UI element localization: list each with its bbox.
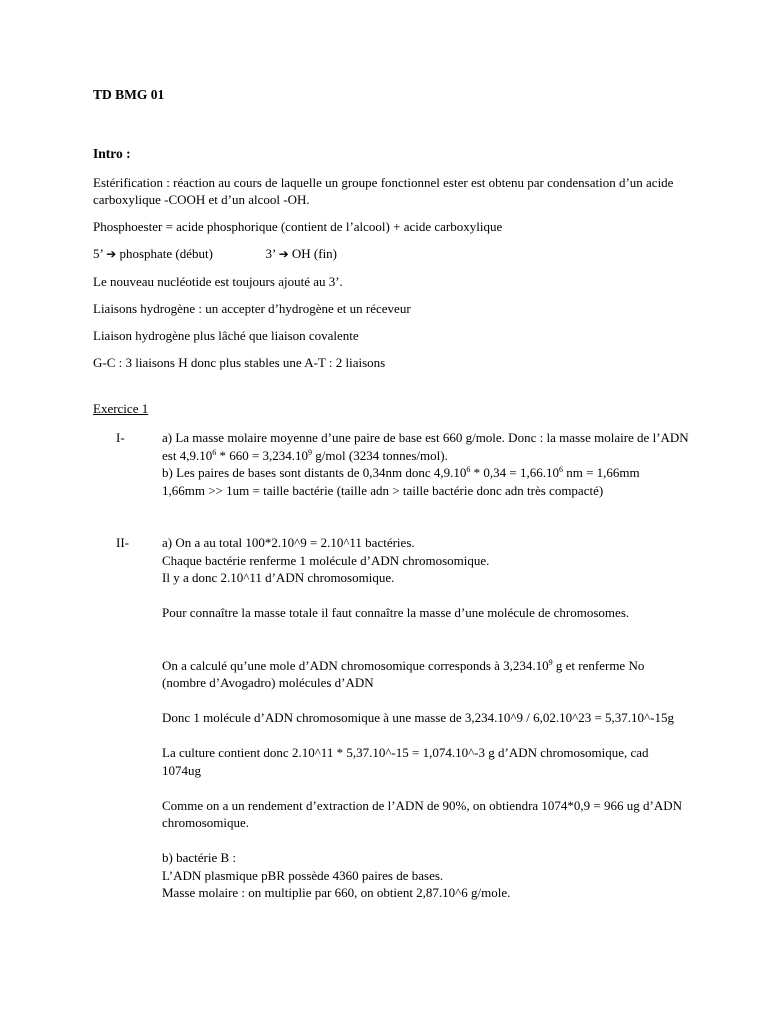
hydrogen-bonds-note: Liaisons hydrogène : un accepter d’hydrogène et un réceveur bbox=[93, 301, 411, 316]
part-2-b-line-3: Masse molaire : on multiplie par 660, on obtient 2,87.10^6 g/mole. bbox=[162, 885, 511, 900]
part-2-body bbox=[162, 534, 690, 919]
part-2-a-line-3: Il y a donc 2.10^11 d’ADN chromosomique. bbox=[162, 570, 395, 585]
right-arrow-icon: ➔ bbox=[278, 247, 289, 261]
molecule-mass: Donc 1 molécule d’ADN chromosomique à une masse de 3,234.10^9 / 6,02.10^23 = 5,37.10^-15g bbox=[162, 710, 674, 725]
three-prime-text: OH (fin) bbox=[291, 246, 338, 261]
intro-section bbox=[93, 174, 683, 381]
part-1-c: 1,66mm >> 1um = taille bactérie (taille adn > taille bactérie donc adn très compacté) bbox=[162, 482, 604, 498]
culture-mass: La culture contient donc 2.10^11 * 5,37.10^-15 = 1,074.10^-3 g d’ADN chromosomique, cad 1074ug bbox=[162, 745, 649, 778]
gc-at-note: G-C : 3 liaisons H donc plus stables une A-T : 2 liaisons bbox=[93, 355, 386, 370]
part-number: II- bbox=[116, 535, 129, 550]
five-prime-text: phosphate (début) bbox=[119, 246, 213, 261]
phosphoester-definition: Phosphoester = acide phosphorique (contient de l’alcool) + acide carboxylique bbox=[93, 219, 503, 234]
part-2-b-line-1: b) bactérie B : bbox=[162, 850, 236, 865]
intro-heading: Intro : bbox=[93, 146, 131, 161]
part-1-body bbox=[162, 429, 690, 499]
extraction-yield: Comme on a un rendement d’extraction de l’ADN de 90%, on obtiendra 1074*0,9 = 966 ug d’ADN chromosomique. bbox=[162, 797, 682, 830]
phosphate-orientation bbox=[93, 245, 683, 263]
part-2-a-line-1: a) On a au total 100*2.10^9 = 2.10^11 bactéries. bbox=[162, 535, 415, 550]
nucleotide-note: Le nouveau nucléotide est toujours ajouté au 3’. bbox=[93, 274, 343, 289]
part-2-b-line-2: L’ADN plasmique pBR possède 4360 paires de bases. bbox=[162, 867, 444, 883]
three-prime-label: 3’ bbox=[265, 246, 276, 261]
hydrogen-covalent-note: Liaison hydrogène plus lâché que liaison covalente bbox=[93, 328, 359, 343]
part-1-b: b) Les paires de bases sont distants de 0,34nm donc $4,9.10^6 * 0,34 = 1,66.10^6$ nm = 1,66mm bbox=[162, 465, 640, 480]
part-1-a: a) La masse molaire moyenne d’une paire de base est 660 g/mole. Donc : la masse molaire de l’ADN est $4,9.10^6 * 660 = 3,234.10^9$ g/mol (3234 tonnes/mol). bbox=[162, 430, 689, 463]
part-2-b bbox=[162, 849, 690, 902]
five-prime-label: 5’ bbox=[93, 246, 103, 261]
part-2-a-line-2: Chaque bactérie renferme 1 molécule d’ADN chromosomique. bbox=[162, 552, 490, 568]
document-title: TD BMG 01 bbox=[93, 87, 165, 102]
mole-statement: On a calculé qu’une mole d’ADN chromosomique corresponds à 3,234.10$^9$ g et renferme No (nombre d’Avogadro) molécules d’ADN bbox=[162, 657, 645, 690]
esterification-definition: Estérification : réaction au cours de laquelle un groupe fonctionnel ester est obtenu par condensation d’un acide carboxylique -COOH et d’un alcool -OH. bbox=[93, 175, 674, 207]
right-arrow-icon: ➔ bbox=[106, 247, 117, 261]
exercise-title: Exercice 1 bbox=[93, 401, 149, 416]
part-2-a bbox=[162, 534, 690, 587]
part-number: I- bbox=[116, 430, 125, 445]
mass-intro: Pour connaître la masse totale il faut connaître la masse d’une molécule de chromosomes. bbox=[162, 605, 630, 620]
